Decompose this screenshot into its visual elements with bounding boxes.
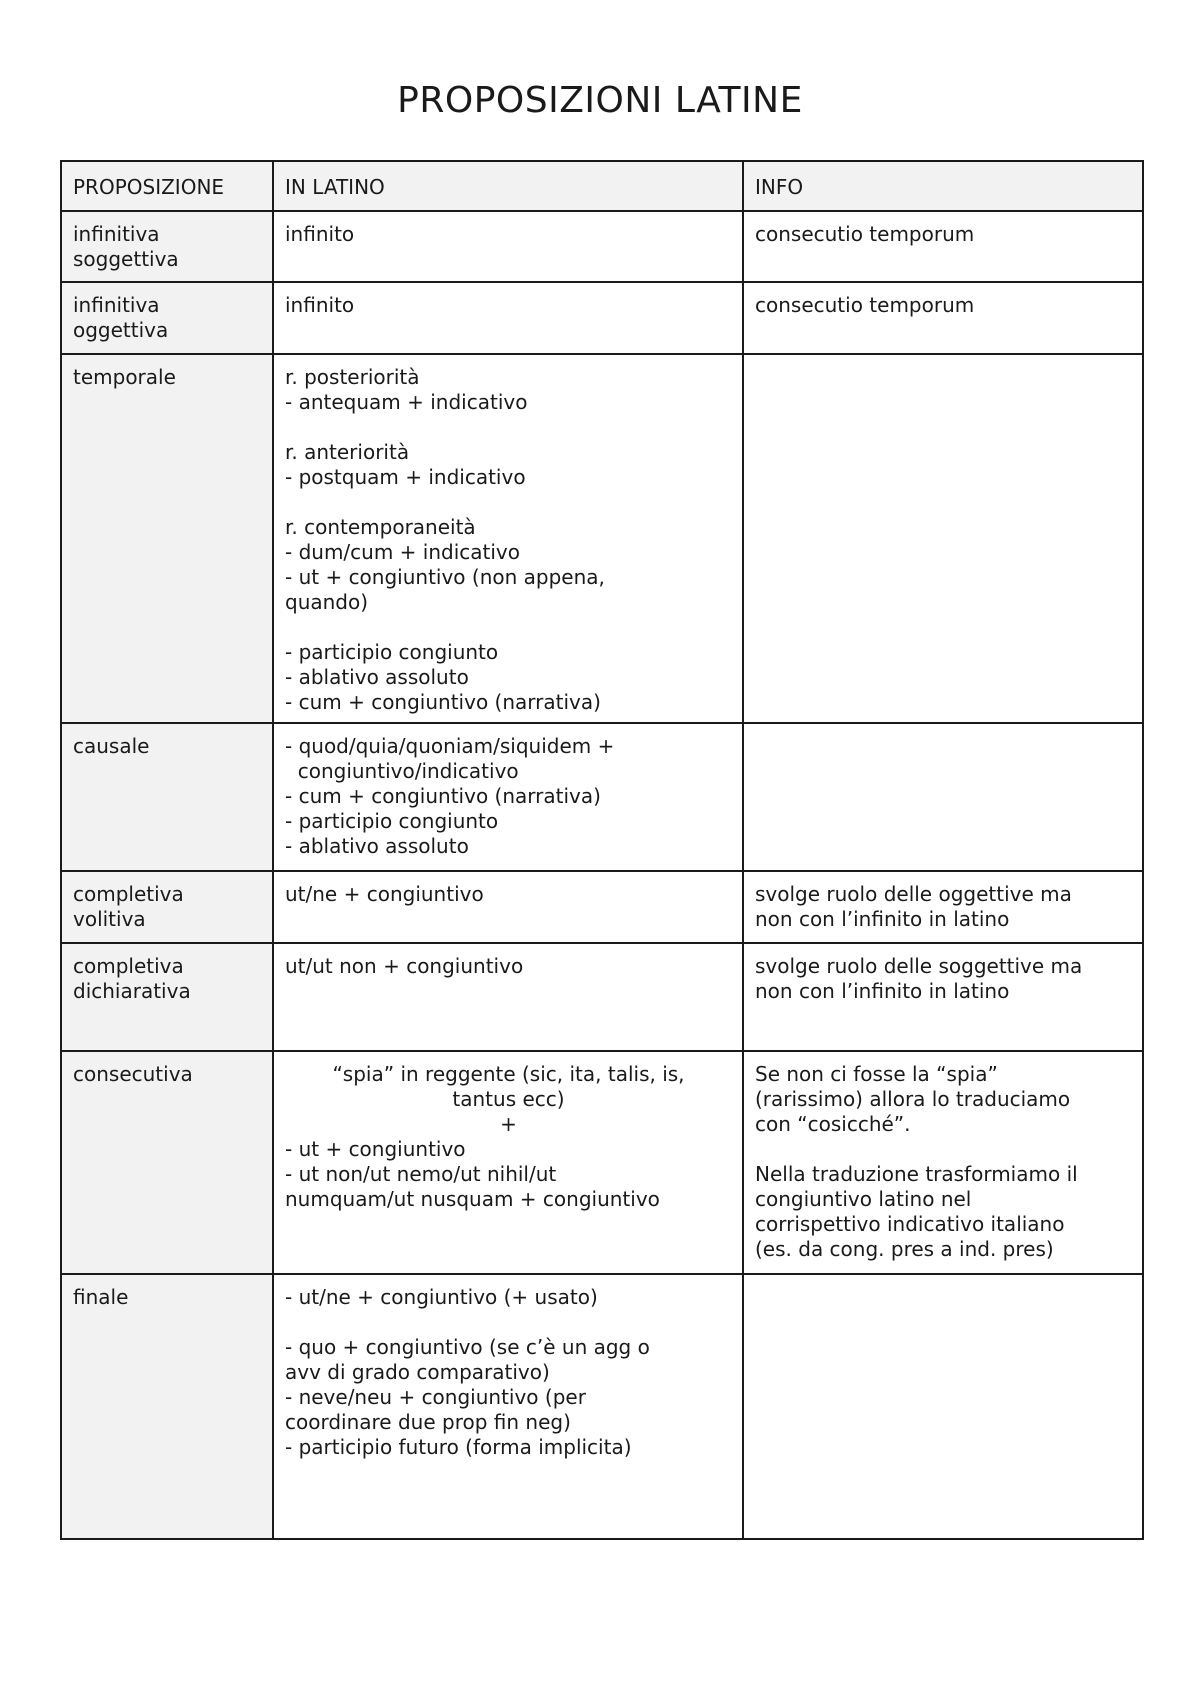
info-cell: [743, 282, 1143, 354]
cell-line: - participio congiunto: [285, 809, 499, 833]
table-row: [61, 354, 1143, 723]
cell-line: infinito: [285, 293, 355, 317]
cell-line: coordinare due prop fin neg): [285, 1410, 571, 1434]
latin-cell: [273, 1274, 743, 1539]
paragraph-gap: [285, 1310, 732, 1335]
table-row: [61, 1051, 1143, 1274]
cell-line: - quo + congiuntivo (se c’è un agg o: [285, 1335, 650, 1359]
latin-cell: [273, 943, 743, 1051]
cell-line: congiuntivo/indicativo: [285, 759, 519, 783]
propositions-table: [60, 160, 1144, 1540]
cell-line: avv di grado comparativo): [285, 1360, 550, 1384]
latin-cell: [273, 723, 743, 871]
cell-line: corrispettivo indicativo italiano: [755, 1212, 1065, 1236]
cell-line: - quod/quia/quoniam/siquidem +: [285, 734, 615, 758]
cell-line: non con l’infinito in latino: [755, 907, 1010, 931]
cell-line: soggettiva: [73, 247, 179, 271]
cell-line: con “cosicché”.: [755, 1112, 911, 1136]
cell-line: completiva: [73, 882, 184, 906]
cell-line: consecutio temporum: [755, 222, 975, 246]
cell-line: congiuntivo latino nel: [755, 1187, 972, 1211]
cell-line: quando): [285, 590, 369, 614]
paragraph-gap: [285, 615, 732, 640]
cell-line: - ut + congiuntivo (non appena,: [285, 565, 605, 589]
header-in-latino: IN LATINO: [273, 161, 743, 211]
proposition-cell: [61, 354, 273, 723]
latin-cell: [273, 354, 743, 723]
cell-line: ut/ut non + congiuntivo: [285, 954, 524, 978]
proposition-cell: [61, 723, 273, 871]
cell-line: volitiva: [73, 907, 146, 931]
cell-line: “spia” in reggente (sic, ita, talis, is,: [332, 1062, 685, 1086]
cell-line: - ablativo assoluto: [285, 665, 469, 689]
page-title: PROPOSIZIONI LATINE: [397, 80, 803, 121]
info-cell: [743, 871, 1143, 943]
cell-line: non con l’infinito in latino: [755, 979, 1010, 1003]
proposition-cell: [61, 1051, 273, 1274]
table-row: [61, 871, 1143, 943]
cell-line: - cum + congiuntivo (narrativa): [285, 690, 601, 714]
info-cell: [743, 723, 1143, 871]
cell-line: temporale: [73, 365, 176, 389]
cell-line: - dum/cum + indicativo: [285, 540, 520, 564]
proposition-cell: [61, 871, 273, 943]
cell-line: - postquam + indicativo: [285, 465, 526, 489]
cell-line: - antequam + indicativo: [285, 390, 528, 414]
cell-line: Nella traduzione trasformiamo il: [755, 1162, 1078, 1186]
cell-line: svolge ruolo delle soggettive ma: [755, 954, 1083, 978]
latin-cell: [273, 1051, 743, 1274]
cell-line: infinitiva: [73, 222, 160, 246]
cell-line: - participio congiunto: [285, 640, 499, 664]
cell-line: (rarissimo) allora lo traduciamo: [755, 1087, 1071, 1111]
cell-line: oggettiva: [73, 318, 169, 342]
cell-line: ut/ne + congiuntivo: [285, 882, 484, 906]
proposition-cell: [61, 211, 273, 282]
table-row: [61, 1274, 1143, 1539]
table-header-row: [61, 161, 1143, 211]
cell-line: - participio futuro (forma implicita): [285, 1435, 632, 1459]
info-cell: [743, 1274, 1143, 1539]
paragraph-gap: [285, 415, 732, 440]
cell-line: - ut + congiuntivo: [285, 1137, 466, 1161]
table-row: [61, 211, 1143, 282]
latin-cell: [273, 282, 743, 354]
latin-cell: [273, 211, 743, 282]
cell-line: svolge ruolo delle oggettive ma: [755, 882, 1072, 906]
cell-line: +: [500, 1112, 517, 1136]
cell-line: tantus ecc): [452, 1087, 565, 1111]
cell-line: r. contemporaneità: [285, 515, 476, 539]
cell-line: - cum + congiuntivo (narrativa): [285, 784, 601, 808]
info-cell: [743, 354, 1143, 723]
header-proposizione: PROPOSIZIONE: [61, 161, 273, 211]
cell-line: - neve/neu + congiuntivo (per: [285, 1385, 586, 1409]
table-row: [61, 943, 1143, 1051]
cell-line: consecutio temporum: [755, 293, 975, 317]
info-cell: [743, 211, 1143, 282]
paragraph-gap: [285, 490, 732, 515]
cell-line: consecutiva: [73, 1062, 193, 1086]
cell-line: (es. da cong. pres a ind. pres): [755, 1237, 1054, 1261]
paragraph-gap: [755, 1137, 1132, 1162]
cell-line: - ut/ne + congiuntivo (+ usato): [285, 1285, 598, 1309]
cell-line: - ut non/ut nemo/ut nihil/ut: [285, 1162, 557, 1186]
cell-line: numquam/ut nusquam + congiuntivo: [285, 1187, 660, 1211]
cell-line: infinito: [285, 222, 355, 246]
header-info: INFO: [743, 161, 1143, 211]
proposition-cell: [61, 282, 273, 354]
info-cell: [743, 943, 1143, 1051]
table-row: [61, 282, 1143, 354]
cell-line: infinitiva: [73, 293, 160, 317]
proposition-cell: [61, 1274, 273, 1539]
cell-line: r. posteriorità: [285, 365, 420, 389]
cell-line: r. anteriorità: [285, 440, 410, 464]
cell-line: causale: [73, 734, 150, 758]
cell-line: Se non ci fosse la “spia”: [755, 1062, 998, 1086]
latin-cell: [273, 871, 743, 943]
cell-line: completiva: [73, 954, 184, 978]
proposition-cell: [61, 943, 273, 1051]
cell-line: finale: [73, 1285, 129, 1309]
info-cell: [743, 1051, 1143, 1274]
cell-line: - ablativo assoluto: [285, 834, 469, 858]
cell-line: dichiarativa: [73, 979, 191, 1003]
table-row: [61, 723, 1143, 871]
